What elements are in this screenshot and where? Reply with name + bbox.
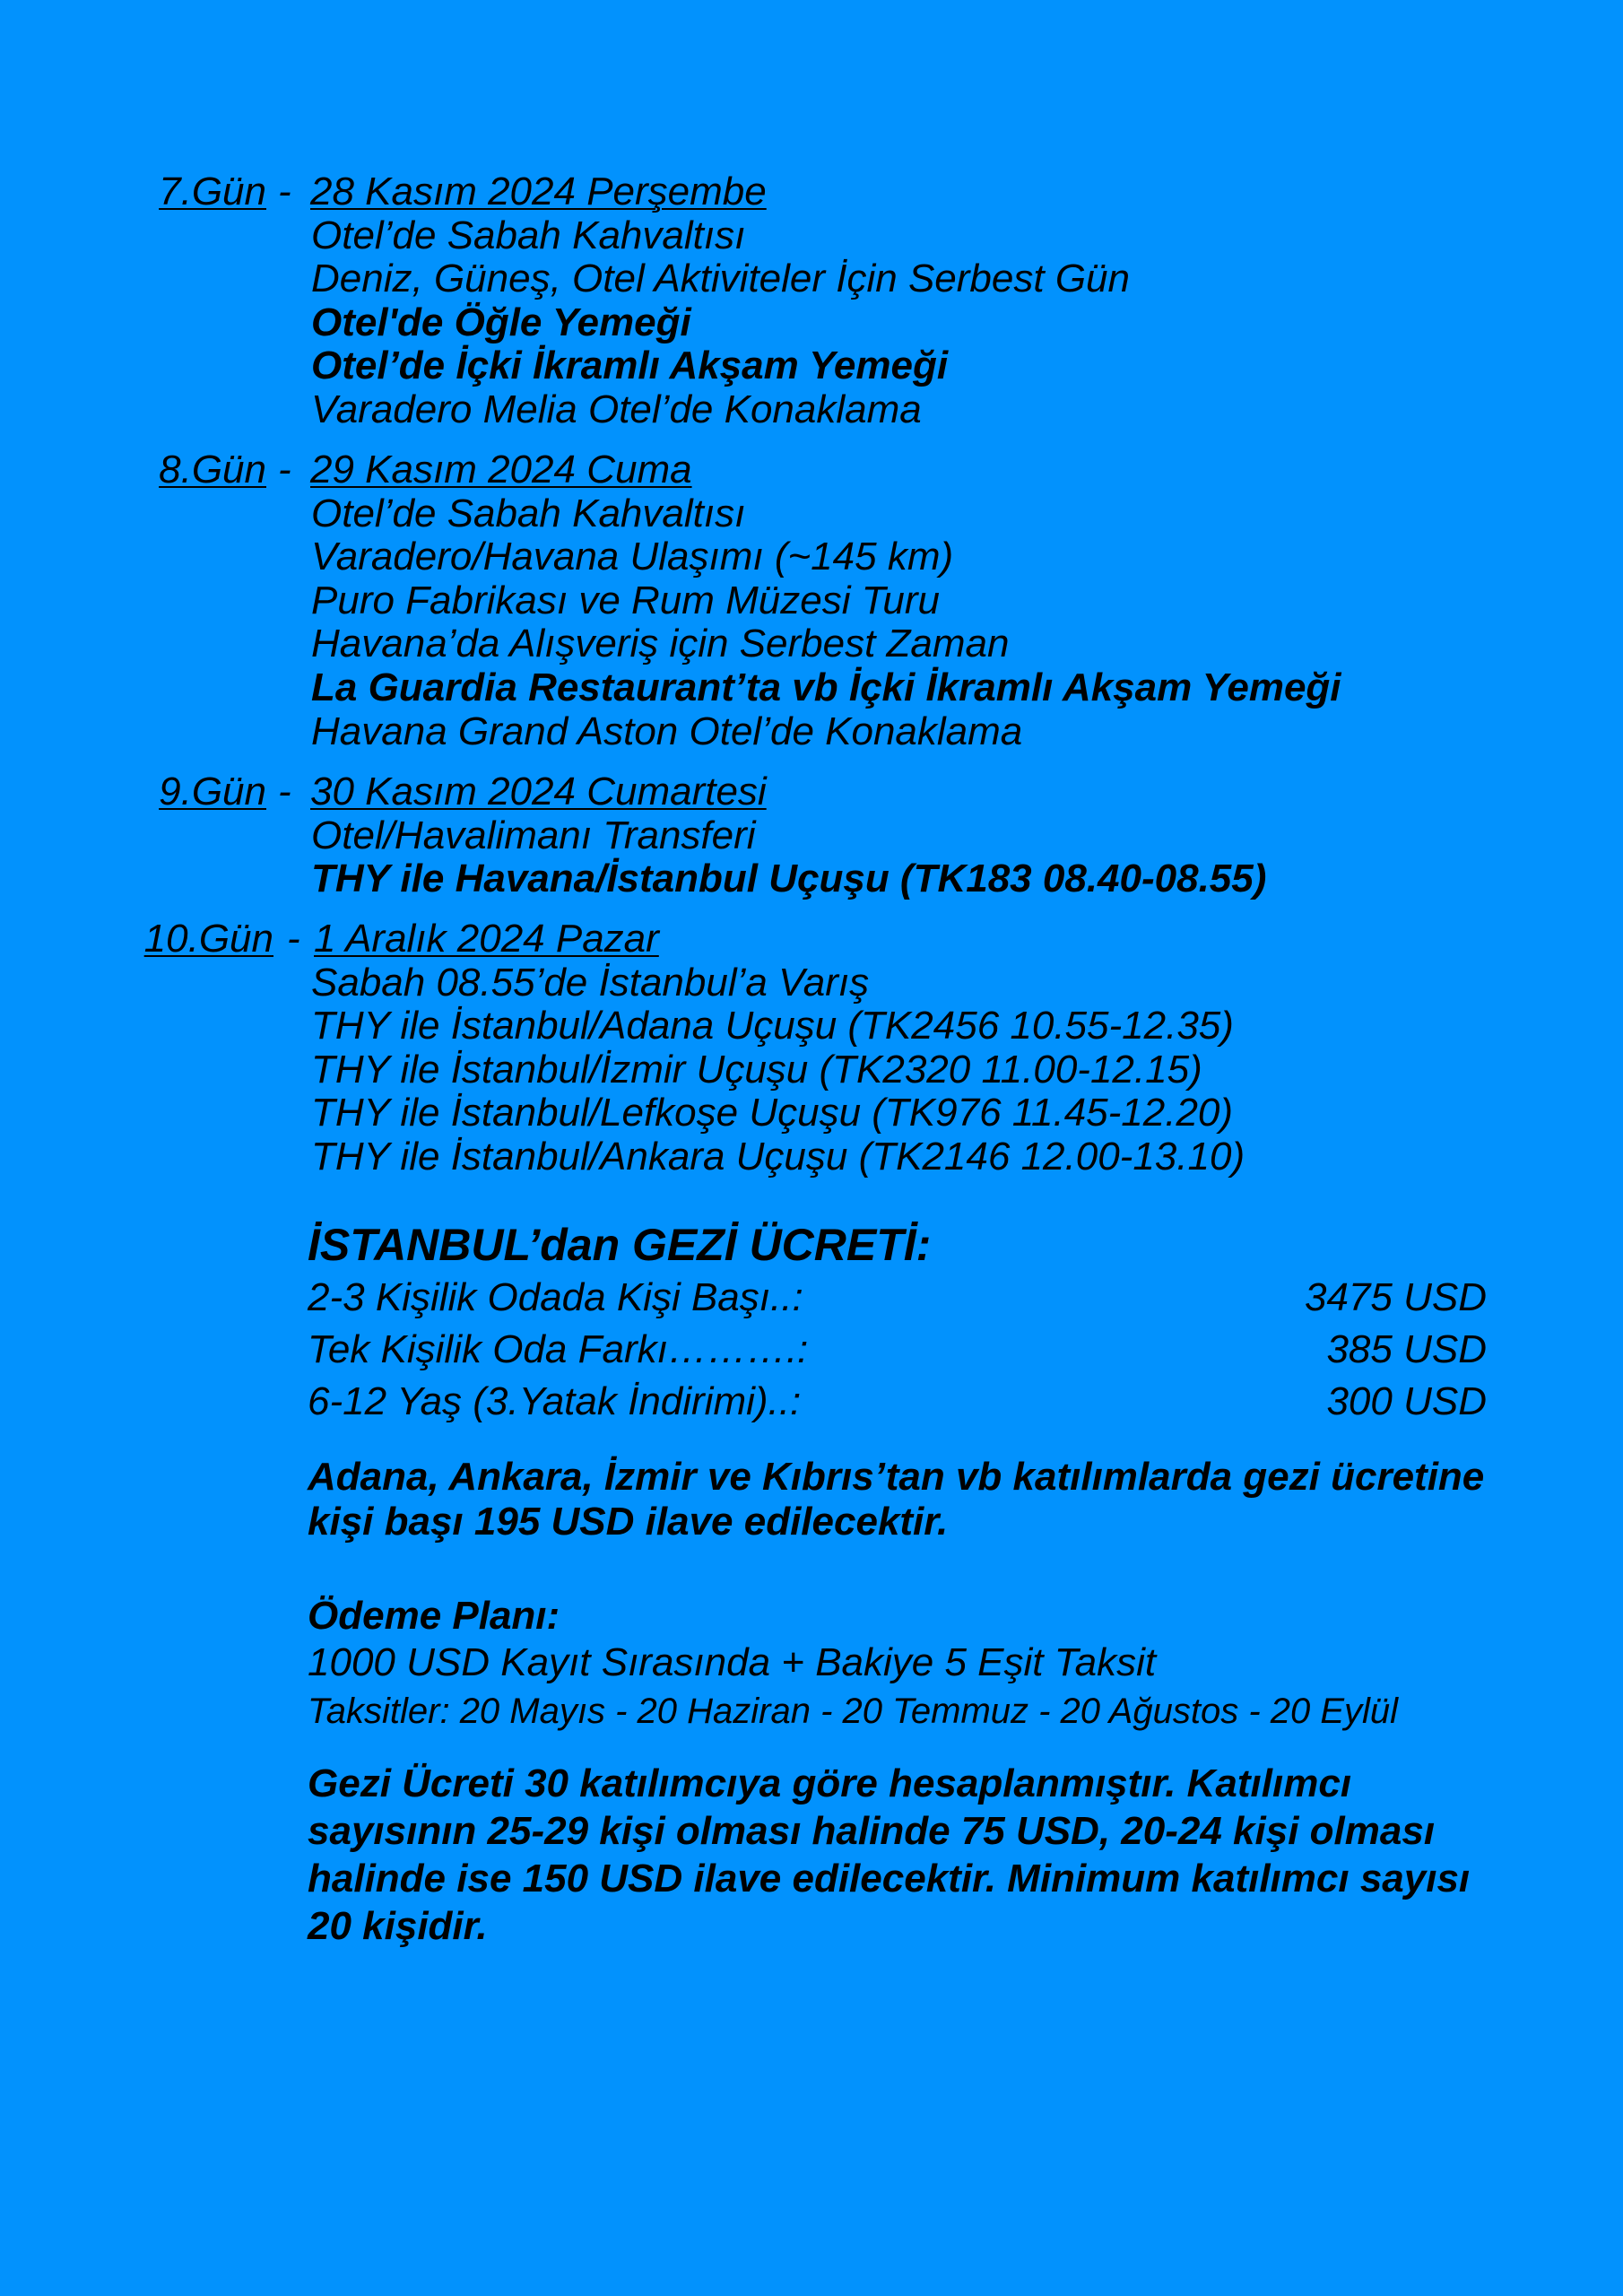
day-item: Sabah 08.55’de İstanbul’a Varış xyxy=(311,960,870,1004)
day-8-block xyxy=(0,448,1623,753)
payment-plan xyxy=(308,1593,1617,1735)
day-9-block xyxy=(0,770,1623,901)
participant-pricing-note xyxy=(308,1760,1617,1950)
payment-plan-installments: Taksitler: 20 Mayıs - 20 Haziran - 20 Temmuz - 20 Ağustos - 20 Eylül xyxy=(308,1692,1399,1731)
day-date: 1 Aralık 2024 Pazar xyxy=(314,917,659,961)
day-dash: - xyxy=(278,170,291,213)
day-item-list xyxy=(0,492,1623,754)
day-item-list xyxy=(0,214,1623,432)
day-item: Havana’da Alışveriş için Serbest Zaman xyxy=(311,622,1010,666)
day-label: 9.Gün xyxy=(159,770,266,813)
price-row xyxy=(308,1272,1608,1324)
day-item: THY ile İstanbul/Lefkoşe Uçuşu (TK976 11.45-12.20) xyxy=(311,1091,1234,1135)
day-label: 7.Gün xyxy=(159,170,266,213)
day-item: THY ile İstanbul/Adana Uçuşu (TK2456 10.55-12.35) xyxy=(311,1004,1234,1048)
day-item-list xyxy=(0,814,1623,901)
price-amount: 3475 USD xyxy=(1304,1275,1487,1319)
day-item: Havana Grand Aston Otel’de Konaklama xyxy=(311,709,1023,753)
note-line: kişi başı 195 USD ilave edilecektir. xyxy=(308,1500,949,1544)
day-header xyxy=(0,170,1623,214)
payment-plan-deposit: 1000 USD Kayıt Sırasında + Bakiye 5 Eşit Taksit xyxy=(308,1640,1157,1684)
day-date: 28 Kasım 2024 Perşembe xyxy=(310,170,767,213)
day-item: Otel’de Sabah Kahvaltısı xyxy=(311,213,746,257)
day-item-highlight: THY ile Havana/İstanbul Uçuşu (TK183 08.40-08.55) xyxy=(311,857,1267,901)
day-item: THY ile İstanbul/Ankara Uçuşu (TK2146 12.00-13.10) xyxy=(311,1134,1245,1178)
price-amount: 385 USD xyxy=(1326,1327,1487,1371)
day-item: Varadero/Havana Ulaşımı (~145 km) xyxy=(311,535,954,579)
price-label: 6-12 Yaş (3.Yatak İndirimi)..: xyxy=(308,1379,802,1423)
day-item: Puro Fabrikası ve Rum Müzesi Turu xyxy=(311,578,940,622)
extra-fee-note xyxy=(308,1455,1617,1544)
day-dash: - xyxy=(278,770,291,813)
day-date: 29 Kasım 2024 Cuma xyxy=(310,448,692,491)
day-label: 10.Gün xyxy=(143,917,273,961)
price-label: Tek Kişilik Oda Farkı……….: xyxy=(308,1327,809,1371)
price-row xyxy=(308,1376,1608,1428)
day-date: 30 Kasım 2024 Cumartesi xyxy=(310,770,767,813)
price-row xyxy=(308,1324,1608,1376)
day-header xyxy=(0,918,1623,961)
day-item-highlight: Otel'de Öğle Yemeği xyxy=(311,300,691,344)
price-title: İSTANBUL’dan GEZİ ÜCRETİ: xyxy=(308,1220,932,1270)
day-item: Otel/Havalimanı Transferi xyxy=(311,813,756,857)
day-header xyxy=(0,770,1623,814)
day-10-block xyxy=(0,918,1623,1179)
calc-line: sayısının 25-29 kişi olması halinde 75 USD, 20-24 kişi olması xyxy=(308,1809,1436,1853)
note-line: Adana, Ankara, İzmir ve Kıbrıs’tan vb katılımlarda gezi ücretine xyxy=(308,1455,1485,1499)
day-7-block xyxy=(0,170,1623,432)
price-label: 2-3 Kişilik Odada Kişi Başı..: xyxy=(308,1275,803,1319)
day-dash: - xyxy=(287,917,300,961)
calc-line: Gezi Ücreti 30 katılımcıya göre hesaplanmıştır. Katılımcı xyxy=(308,1761,1352,1805)
day-label: 8.Gün xyxy=(159,448,266,491)
day-item: THY ile İstanbul/İzmir Uçuşu (TK2320 11.00-12.15) xyxy=(311,1047,1202,1091)
payment-plan-title: Ödeme Planı: xyxy=(308,1594,560,1638)
calc-line: halinde ise 150 USD ilave edilecektir. Minimum katılımcı sayısı xyxy=(308,1857,1471,1900)
price-section xyxy=(308,1218,1608,1428)
price-amount: 300 USD xyxy=(1326,1379,1487,1423)
day-item-highlight: La Guardia Restaurant’ta vb İçki İkramlı Akşam Yemeği xyxy=(311,665,1341,709)
day-item-highlight: Otel’de İçki İkramlı Akşam Yemeği xyxy=(311,344,949,388)
calc-line: 20 kişidir. xyxy=(308,1904,488,1948)
day-item: Otel’de Sabah Kahvaltısı xyxy=(311,491,746,535)
day-dash: - xyxy=(278,448,291,491)
day-item: Deniz, Güneş, Otel Aktiviteler İçin Serbest Gün xyxy=(311,257,1130,301)
day-item: Varadero Melia Otel’de Konaklama xyxy=(311,387,922,431)
day-item-list xyxy=(0,961,1623,1179)
day-header xyxy=(0,448,1623,492)
